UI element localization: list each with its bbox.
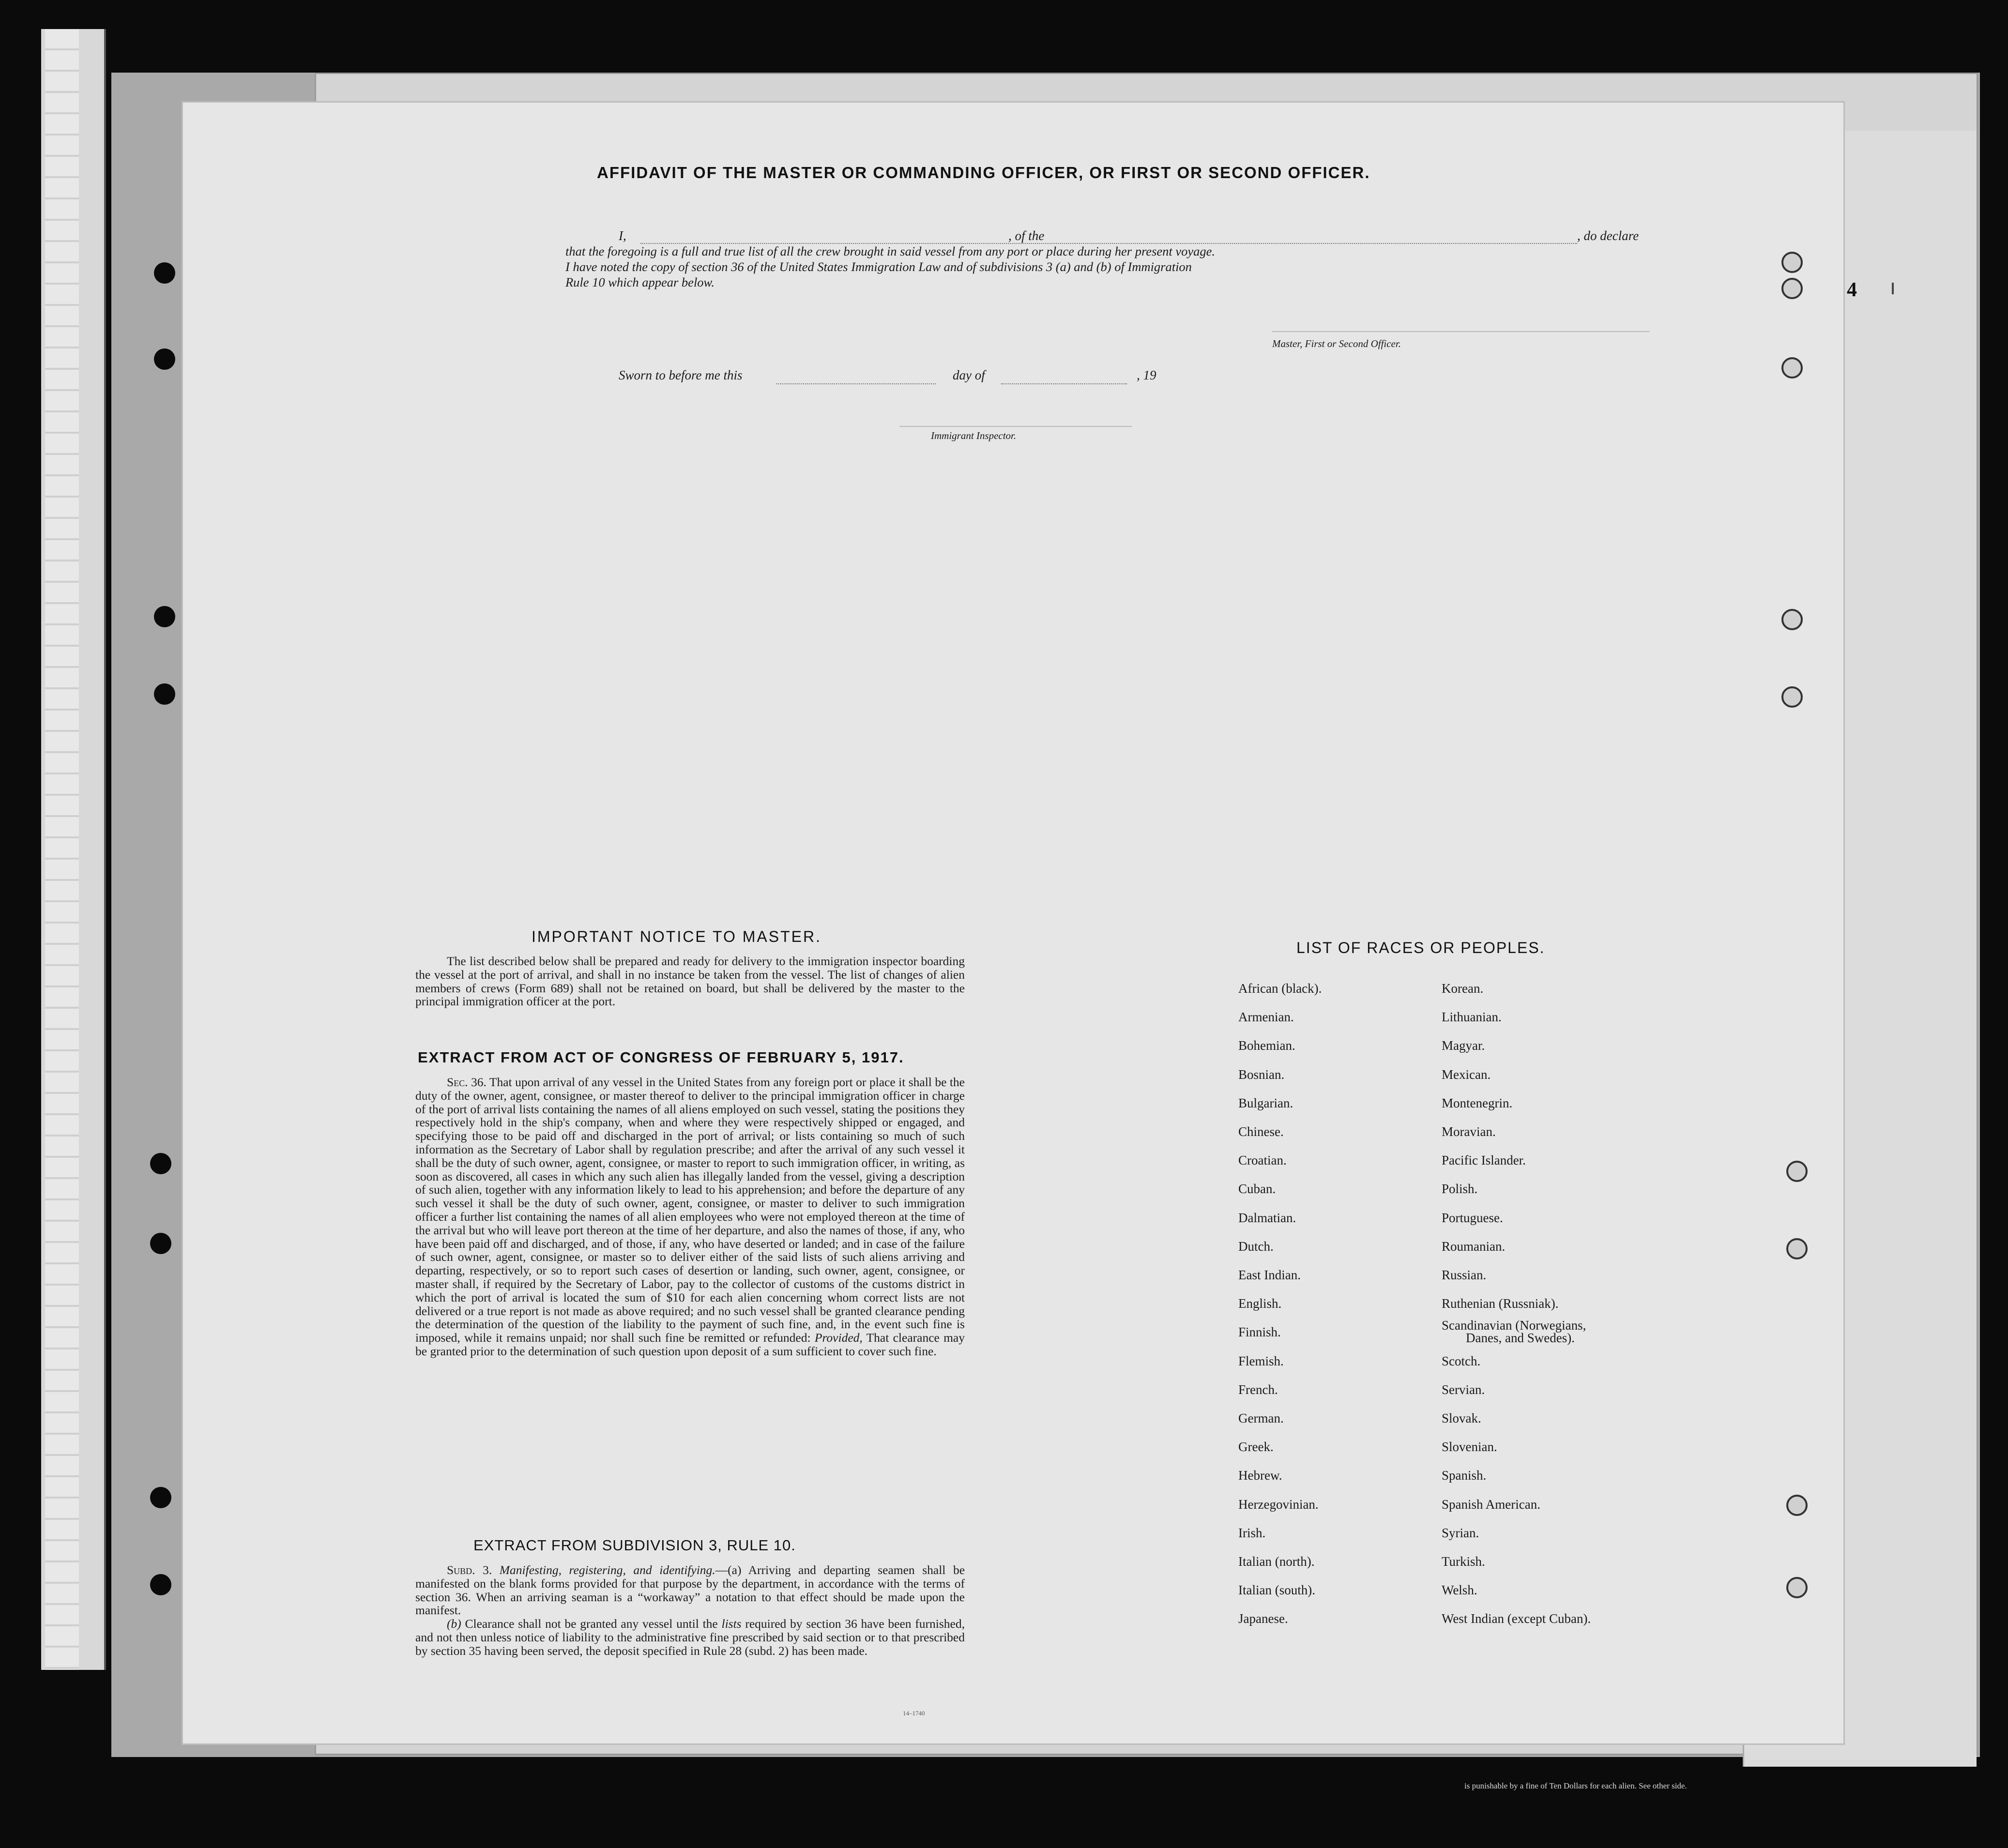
proviso-label: Provided,	[814, 1331, 863, 1345]
race-item: Portuguese.	[1442, 1210, 1503, 1225]
sworn-month-blank	[1001, 382, 1127, 384]
race-item: Italian (north).	[1238, 1554, 1315, 1569]
pencil-mark	[1892, 283, 1894, 294]
punch-hole	[150, 1233, 171, 1254]
race-item: Welsh.	[1442, 1583, 1477, 1598]
affidavit-line-4: Rule 10 which appear below.	[565, 275, 715, 289]
race-item: Magyar.	[1442, 1038, 1485, 1053]
punch-hole	[150, 1153, 171, 1174]
race-item: Spanish.	[1442, 1468, 1487, 1483]
affidavit-of-the: , of the	[1008, 228, 1045, 243]
footer-note: is punishable by a fine of Ten Dollars for each alien. See other side.	[1464, 1781, 1687, 1790]
race-item: Servian.	[1442, 1382, 1485, 1397]
race-item: Irish.	[1238, 1525, 1266, 1540]
punch-hole	[1781, 357, 1803, 379]
race-item: Spanish American.	[1442, 1497, 1540, 1512]
race-item: Pacific Islander.	[1442, 1153, 1526, 1168]
background-page-number: 4	[1847, 279, 1857, 301]
punch-hole	[1786, 1495, 1808, 1516]
punch-hole	[1781, 252, 1803, 273]
section-label: Sec. 36.	[447, 1075, 487, 1089]
race-item: Dalmatian.	[1238, 1210, 1296, 1225]
affidavit-declare: , do declare	[1577, 228, 1639, 243]
race-item: French.	[1238, 1382, 1278, 1397]
rule-extract-body	[415, 1563, 965, 1658]
race-item: English.	[1238, 1296, 1282, 1311]
act-text: That upon arrival of any vessel in the United States from any foreign port or place it shall be the duty of the owner, agent, consignee, or master thereof to deliver to the principal immigration officer in charge of the port of arrival lists containing the names of all aliens employed on such vessel, stating the positions they respectively hold in the ship's company, when and where they were respectively shipped or engaged, and specifying those to be paid off and discharged in the port of arrival; or lists containing so much of such information as the Secretary of Labor shall by regulation prescribe; and after the arrival of any such vessel it shall be the duty of such owner, agent, consignee, or master to report to such immigration officer, in writing, as soon as discovered, all cases in which any such alien has illegally landed from the vessel, giving a description of such alien, together with any information likely to lead to his apprehension; and before the departure of any such vessel it shall be the duty of such owner, agent, consignee, or master to deliver to such immigration officer a further list containing the names of all alien employees who were not employed thereon at the time of the arrival but who will leave port thereon at the time of her departure, and also the names of those, if any, who have been paid off and discharged, and of those, if any, who have deserted or landed; and in case of the failure of such owner, agent, consignee, or master so to deliver either of the said lists of such aliens arriving and departing, respectively, or so to report such cases of desertion or landing, such owner, agent, consignee, or master shall, if required by the Secretary of Labor, pay to the collector of customs of the customs district in which the port of arrival is located the sum of $10 for each alien concerning whom correct lists are not delivered or a true report is not made as above required; and no such vessel shall be granted clearance pending the determination of the question of the liability to the payment of such fine, and, in the event such fine is imposed, while it remains unpaid; nor shall such fine be remitted or refunded:	[415, 1075, 965, 1345]
form-number: 14–1740	[903, 1710, 925, 1717]
race-item: African (black).	[1238, 981, 1322, 996]
race-item: Turkish.	[1442, 1554, 1485, 1569]
punch-hole	[1781, 686, 1803, 708]
sworn-day-blank	[776, 382, 936, 384]
notice-paragraph: The list described below shall be prepared and ready for delivery to the immigration inspector boarding the vessel at the port of arrival, and shall in no instance be taken from the vessel. The list of changes of alien members of crews (Form 689) shall not be retained on board, but shall be delivered by the master to the principal immigration officer at the port.	[415, 954, 965, 1009]
notice-body	[415, 954, 965, 1008]
races-list	[1238, 981, 1722, 1756]
race-item: Bosnian.	[1238, 1067, 1285, 1082]
race-item: Ruthenian (Russniak).	[1442, 1296, 1559, 1311]
affidavit-page	[183, 103, 1843, 1743]
notice-title: IMPORTANT NOTICE TO MASTER.	[532, 928, 821, 945]
subd-label: Subd. 3.	[447, 1563, 492, 1577]
race-item: Bulgarian.	[1238, 1095, 1293, 1110]
rule-paragraph-b	[415, 1617, 965, 1657]
sworn-day-of: day of	[953, 368, 985, 382]
race-item: Russian.	[1442, 1268, 1487, 1282]
race-item: Scotch.	[1442, 1353, 1481, 1368]
race-item: Cuban.	[1238, 1182, 1276, 1197]
race-item: Italian (south).	[1238, 1583, 1315, 1598]
race-item: Montenegrin.	[1442, 1095, 1513, 1110]
race-item: Polish.	[1442, 1182, 1478, 1197]
race-item: Chinese.	[1238, 1124, 1284, 1139]
punch-hole	[150, 1574, 171, 1595]
race-item: Dutch.	[1238, 1239, 1274, 1254]
race-item: Roumanian.	[1442, 1239, 1506, 1254]
race-item: Korean.	[1442, 981, 1484, 996]
affidavit-title: AFFIDAVIT OF THE MASTER OR COMMANDING OFFICER, OR FIRST OR SECOND OFFICER.	[597, 164, 1370, 182]
race-item: Greek.	[1238, 1439, 1274, 1454]
race-item-continued: Danes, and Swedes).	[1466, 1331, 1575, 1346]
race-item: Japanese.	[1238, 1611, 1288, 1626]
punch-hole	[154, 262, 175, 284]
act-extract-body	[415, 1075, 965, 1358]
affidavit-line-2: that the foregoing is a full and true list of all the crew brought in said vessel from any port or place during her present voyage.	[565, 244, 1216, 258]
punch-hole	[1786, 1238, 1808, 1259]
punch-hole	[154, 606, 175, 627]
left-binder-strip	[41, 29, 106, 1670]
race-item: Slovak.	[1442, 1411, 1481, 1425]
sworn-text: Sworn to before me this	[619, 368, 743, 382]
inspector-signature-line	[899, 425, 1132, 427]
para-b-lists: lists	[721, 1617, 742, 1631]
para-b-marker: (b)	[447, 1617, 461, 1631]
race-item: Lithuanian.	[1442, 1010, 1502, 1025]
punch-hole	[1786, 1577, 1808, 1598]
para-a-text: Arriving and departing seamen shall be manifested on the blank forms provided for that purpose by the department, in accordance with the terms of section 36. When an arriving seaman is a “workaway” a notation to that effect should be made upon the manifest.	[415, 1563, 965, 1618]
race-item: Herzegovinian.	[1238, 1497, 1319, 1512]
punch-hole	[154, 348, 175, 370]
race-item: Syrian.	[1442, 1525, 1479, 1540]
affidavit-i: I,	[619, 228, 626, 243]
master-signature-label: Master, First or Second Officer.	[1272, 338, 1401, 349]
sworn-year: , 19	[1137, 368, 1156, 382]
race-item: West Indian (except Cuban).	[1442, 1611, 1591, 1626]
race-item: Flemish.	[1238, 1353, 1284, 1368]
punch-hole	[1786, 1161, 1808, 1182]
master-signature-line	[1272, 330, 1650, 332]
race-item: Croatian.	[1238, 1153, 1287, 1168]
rule-extract-title: EXTRACT FROM SUBDIVISION 3, RULE 10.	[473, 1537, 796, 1554]
para-b-start: Clearance shall not be granted any vessel until the	[465, 1617, 718, 1631]
affidavit-line-3: I have noted the copy of section 36 of the United States Immigration Law and of subdivisions 3 (a) and (b) of Immigration	[565, 259, 1192, 274]
proviso-text: That clearance may be granted prior to the determination of such question upon deposit of a sum sufficient to cover such fine.	[415, 1331, 965, 1358]
race-item: East Indian.	[1238, 1268, 1301, 1282]
punch-hole	[150, 1487, 171, 1508]
race-item: Bohemian.	[1238, 1038, 1295, 1053]
punch-hole	[1781, 278, 1803, 299]
act-extract-title: EXTRACT FROM ACT OF CONGRESS OF FEBRUARY 5, 1917.	[418, 1049, 904, 1066]
act-paragraph	[415, 1075, 965, 1358]
rule-paragraph-a	[415, 1563, 965, 1617]
punch-hole	[1781, 609, 1803, 630]
races-title: LIST OF RACES OR PEOPLES.	[1296, 939, 1545, 956]
race-item: Mexican.	[1442, 1067, 1491, 1082]
race-item: Moravian.	[1442, 1124, 1496, 1139]
race-item: Scandinavian (Norwegians,	[1442, 1318, 1586, 1333]
race-item: German.	[1238, 1411, 1284, 1425]
subd-heading: Manifesting, registering, and identifying.	[499, 1563, 715, 1577]
punch-hole	[154, 683, 175, 705]
race-item: Hebrew.	[1238, 1468, 1282, 1483]
race-item: Slovenian.	[1442, 1439, 1497, 1454]
race-item: Finnish.	[1238, 1325, 1281, 1340]
inspector-signature-label: Immigrant Inspector.	[931, 430, 1017, 441]
para-a-marker: —(a)	[715, 1563, 742, 1577]
para-b-rest: required by section 36 have been furnished, and not then unless notice of liability to the administrative fine prescribed by said section or to that prescribed by section 35 having been served, the deposit specified in Rule 28 (subd. 2) has been made.	[415, 1617, 965, 1658]
race-item: Armenian.	[1238, 1010, 1294, 1025]
